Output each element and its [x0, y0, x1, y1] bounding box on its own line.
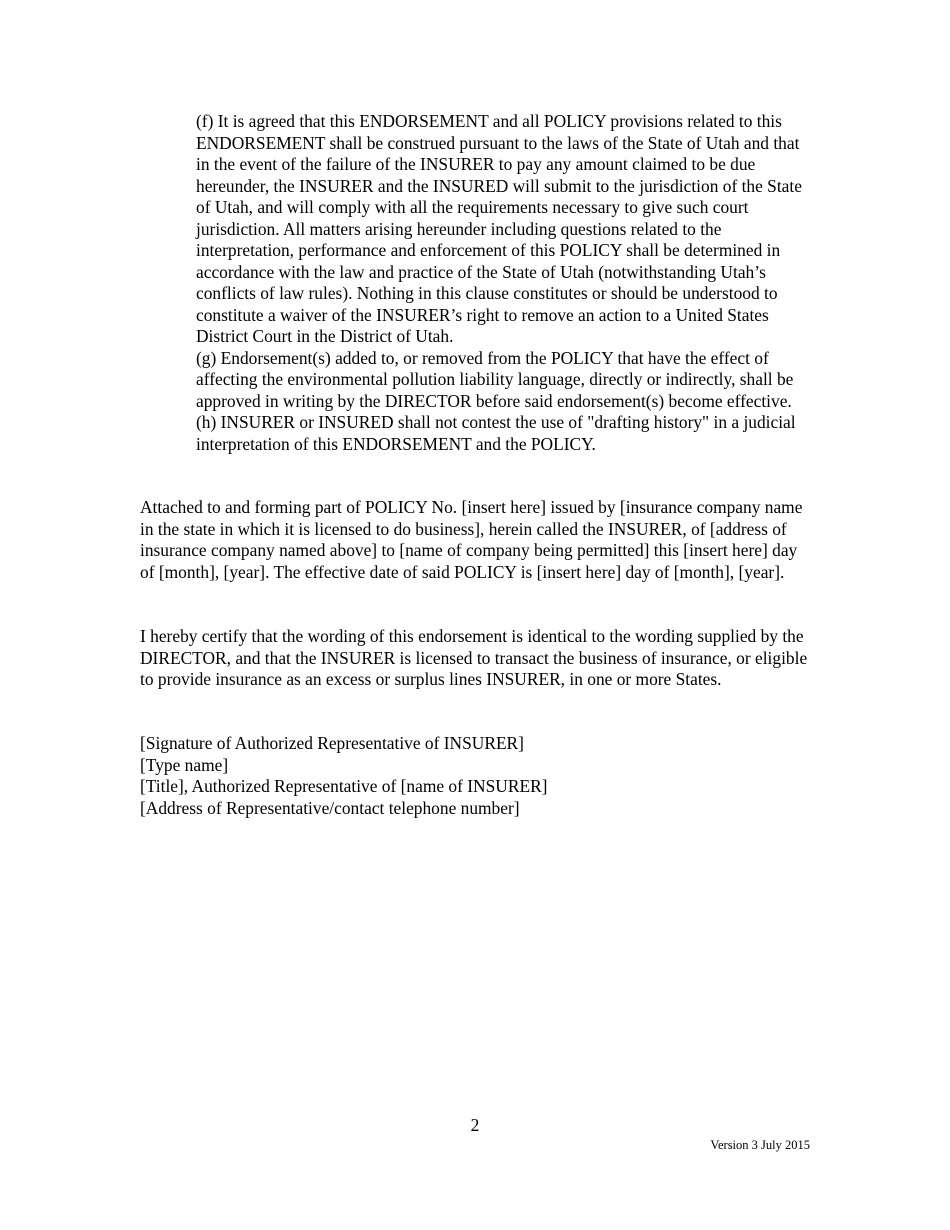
page-number: 2 — [470, 1115, 480, 1135]
certify-section — [140, 626, 816, 691]
attached-section — [140, 497, 816, 583]
clause-g: (g) Endorsement(s) added to, or removed from the POLICY that have the effect of affecting the environmental pollution liability language, directly or indirectly, shall be approved in writing by the DIRECTOR before said endorsement(s) become effective. — [196, 347, 794, 411]
clause-h: (h) INSURER or INSURED shall not contest the use of "drafting history" in a judicial interpretation of this ENDORSEMENT and the POLICY. — [196, 412, 796, 454]
signature-block — [140, 733, 816, 819]
signature-line: [Signature of Authorized Representative of INSURER] — [140, 733, 524, 753]
attached-paragraph: Attached to and forming part of POLICY No. [insert here] issued by [insurance company name in the state in which it is licensed to do business], herein called the INSURER, of [address of insurance company named above] to [name of company being permitted] this [insert here] day of [month], [year]. The effective date of said POLICY is [insert here] day of [month], [year]. — [140, 497, 803, 582]
address-line: [Address of Representative/contact telephone number] — [140, 797, 520, 818]
title-line: [Title], Authorized Representative of [name of INSURER] — [140, 776, 548, 796]
endorsement-clauses — [196, 111, 816, 455]
version-label: Version 3 July 2015 — [710, 1138, 810, 1152]
type-name-line: [Type name] — [140, 754, 229, 775]
clause-f: (f) It is agreed that this ENDORSEMENT and all POLICY provisions related to this ENDORSEMENT shall be construed pursuant to the laws of the State of Utah and that in the event of the failure of the INSURER to pay any amount claimed to be due hereunder, the INSURER and the INSURED will submit to the jurisdiction of the State of Utah, and will comply with all the requirements necessary to give such court jurisdiction. All matters arising hereunder including questions related to the interpretation, performance and enforcement of this POLICY shall be determined in accordance with the law and practice of the State of Utah (notwithstanding Utah’s conflicts of law rules). Nothing in this clause constitutes or should be understood to constitute a waiver of the INSURER’s right to remove an action to a United States District Court in the District of Utah. — [196, 111, 802, 346]
certify-paragraph: I hereby certify that the wording of this endorsement is identical to the wording supplied by the DIRECTOR, and that the INSURER is licensed to transact the business of insurance, or eligible to provide insurance as an excess or surplus lines INSURER, in one or more States. — [140, 626, 808, 689]
